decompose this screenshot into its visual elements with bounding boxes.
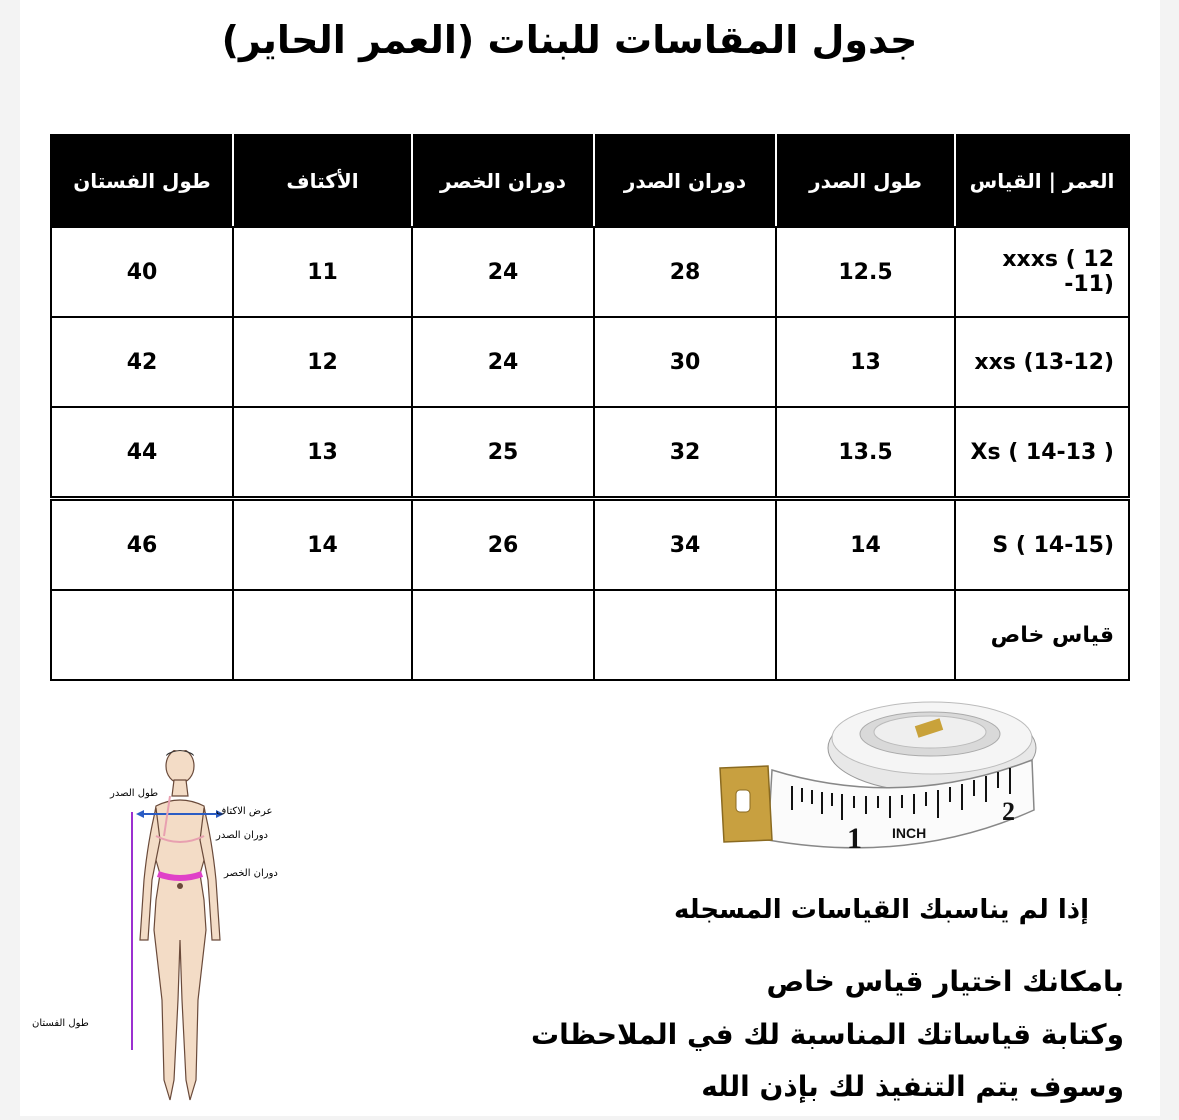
size-cell: S ( 14-15) [955, 499, 1129, 591]
value-cell: 13 [776, 317, 955, 407]
value-cell: 26 [412, 499, 594, 591]
table-row [51, 317, 1129, 407]
tape-number-2: 2 [1002, 797, 1015, 826]
note-line-3: وكتابة قياساتك المناسبة لك في الملاحظات [530, 1018, 1124, 1051]
label-dress-length: طول الفستان [32, 1018, 89, 1029]
value-cell [776, 590, 955, 680]
header-cell: الأكتاف [233, 135, 412, 227]
label-waist-circ: دوران الخصر [224, 868, 278, 879]
value-cell: 13 [233, 407, 412, 499]
label-chest-circ: دوران الصدر [216, 830, 268, 841]
label-chest-length: طول الصدر [110, 788, 159, 799]
value-cell: 11 [233, 227, 412, 317]
value-cell: 24 [412, 227, 594, 317]
note-line-1: إذا لم يناسبك القياسات المسجله [674, 895, 1089, 925]
size-cell: Xs ( 14-13 ) [955, 407, 1129, 499]
value-cell: 46 [51, 499, 233, 591]
value-cell: 40 [51, 227, 233, 317]
size-cell: xxxs ( 12 -11) [955, 227, 1129, 317]
mannequin-icon [28, 750, 308, 1116]
value-cell: 34 [594, 499, 776, 591]
size-cell: xxs (13-12) [955, 317, 1129, 407]
note-line-4: وسوف يتم التنفيذ لك بإذن الله [701, 1070, 1124, 1103]
value-cell: 13.5 [776, 407, 955, 499]
table-row [51, 590, 1129, 680]
value-cell: 30 [594, 317, 776, 407]
value-cell: 42 [51, 317, 233, 407]
value-cell: 24 [412, 317, 594, 407]
table-header-row [51, 135, 1129, 227]
value-cell [594, 590, 776, 680]
note-line-2: بامكانك اختيار قياس خاص [766, 965, 1124, 998]
value-cell: 44 [51, 407, 233, 499]
value-cell: 14 [233, 499, 412, 591]
measuring-tape-illustration [702, 690, 1042, 870]
label-shoulder-width: عرض الاكتاف [216, 806, 273, 817]
value-cell [412, 590, 594, 680]
value-cell: 14 [776, 499, 955, 591]
table-row [51, 407, 1129, 499]
header-cell: دوران الخصر [412, 135, 594, 227]
header-cell: طول الفستان [51, 135, 233, 227]
value-cell: 25 [412, 407, 594, 499]
value-cell: 12.5 [776, 227, 955, 317]
page-title: جدول المقاسات للبنات (العمر الحاير) [221, 18, 918, 62]
header-cell: طول الصدر [776, 135, 955, 227]
value-cell [51, 590, 233, 680]
header-cell: دوران الصدر [594, 135, 776, 227]
value-cell: 32 [594, 407, 776, 499]
size-cell: قياس خاص [955, 590, 1129, 680]
table-row [51, 499, 1129, 591]
header-cell: العمر | القياس [955, 135, 1129, 227]
value-cell: 12 [233, 317, 412, 407]
value-cell: 28 [594, 227, 776, 317]
body-measurement-figure [28, 750, 308, 1116]
size-chart-table [50, 134, 1130, 681]
table-row [51, 227, 1129, 317]
tape-number-1: 1 [847, 822, 862, 855]
value-cell [233, 590, 412, 680]
tape-unit-label: INCH [892, 825, 927, 841]
